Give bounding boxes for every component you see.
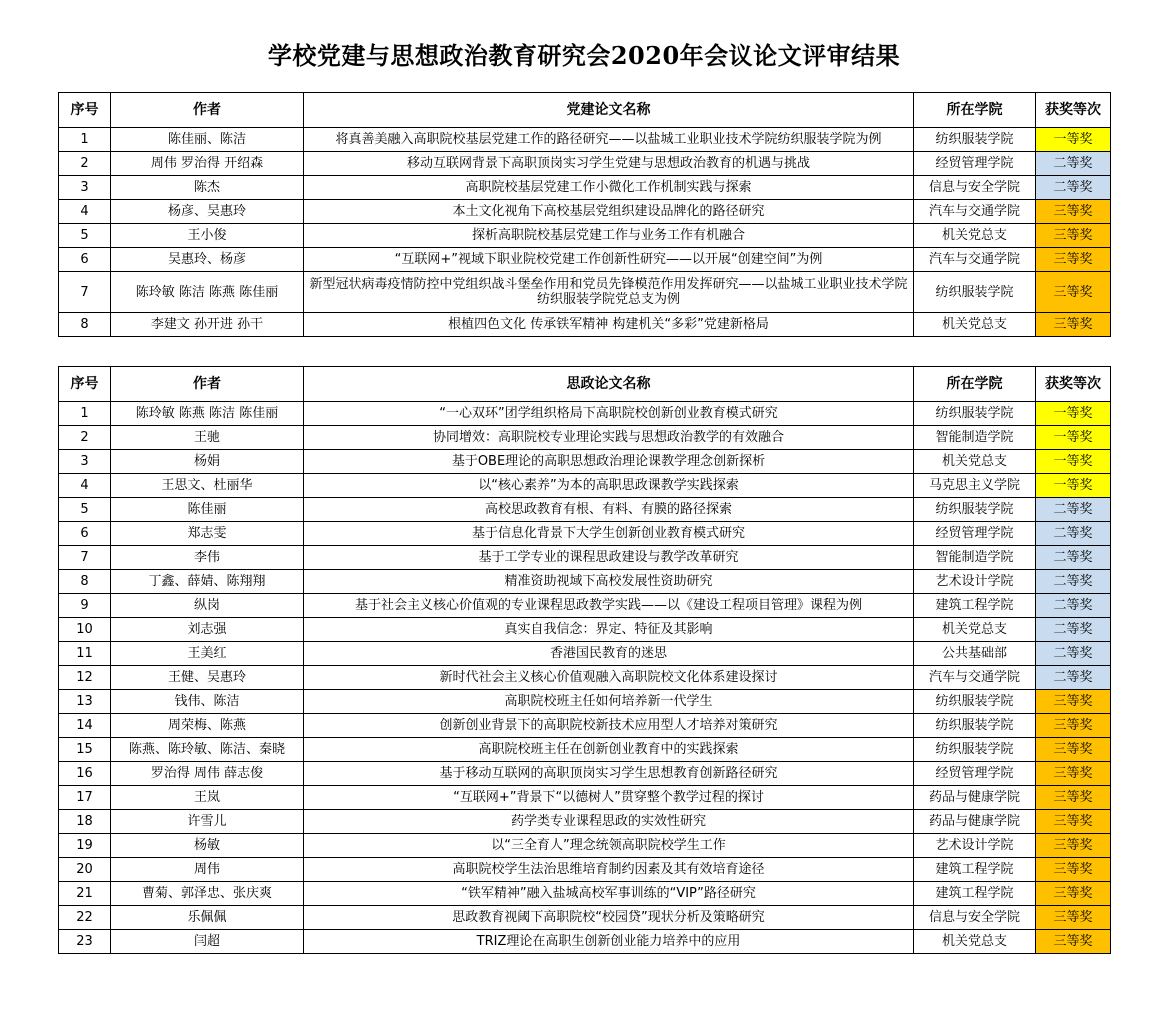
cell-index: 9	[59, 594, 111, 618]
cell-paper-title: 高职院校班主任如何培养新一代学生	[304, 690, 914, 714]
cell-award: 二等奖	[1036, 666, 1111, 690]
cell-college: 经贸管理学院	[914, 522, 1036, 546]
cell-paper-title: 高校思政教育有根、有料、有膜的路径探索	[304, 498, 914, 522]
table-row	[59, 882, 1111, 906]
cell-index: 19	[59, 834, 111, 858]
cell-college: 经贸管理学院	[914, 152, 1036, 176]
table-row	[59, 786, 1111, 810]
cell-award: 三等奖	[1036, 906, 1111, 930]
cell-award: 三等奖	[1036, 224, 1111, 248]
cell-author: 周荣梅、陈燕	[111, 714, 304, 738]
cell-award: 二等奖	[1036, 176, 1111, 200]
table-row	[59, 313, 1111, 337]
page-title: 学校党建与思想政治教育研究会2020年会议论文评审结果	[267, 41, 901, 70]
cell-author: 罗治得 周伟 薛志俊	[111, 762, 304, 786]
cell-college: 药品与健康学院	[914, 810, 1036, 834]
cell-index: 4	[59, 474, 111, 498]
cell-index: 17	[59, 786, 111, 810]
cell-award: 二等奖	[1036, 546, 1111, 570]
cell-award: 三等奖	[1036, 762, 1111, 786]
cell-index: 22	[59, 906, 111, 930]
cell-paper-title: 协同增效：高职院校专业理论实践与思想政治教学的有效融合	[304, 426, 914, 450]
cell-college: 纺织服装学院	[914, 498, 1036, 522]
cell-index: 8	[59, 313, 111, 337]
table-row	[59, 834, 1111, 858]
table-row	[59, 690, 1111, 714]
header-college: 所在学院	[914, 93, 1036, 128]
cell-author: 吴惠玲、杨彦	[111, 248, 304, 272]
table-row	[59, 762, 1111, 786]
cell-index: 2	[59, 426, 111, 450]
cell-author: 王驰	[111, 426, 304, 450]
cell-college: 公共基础部	[914, 642, 1036, 666]
cell-author: 闫超	[111, 930, 304, 954]
cell-paper-title: 探析高职院校基层党建工作与业务工作有机融合	[304, 224, 914, 248]
cell-college: 艺术设计学院	[914, 570, 1036, 594]
cell-paper-title: 基于OBE理论的高职思想政治理论课教学理念创新探析	[304, 450, 914, 474]
cell-award: 二等奖	[1036, 570, 1111, 594]
cell-paper-title: 真实自我信念：界定、特征及其影响	[304, 618, 914, 642]
cell-paper-title: 新时代社会主义核心价值观融入高职院校文化体系建设探讨	[304, 666, 914, 690]
cell-paper-title: 思政教育视阈下高职院校“校园贷”现状分析及策略研究	[304, 906, 914, 930]
table-row	[59, 546, 1111, 570]
cell-award: 三等奖	[1036, 834, 1111, 858]
header-college: 所在学院	[914, 367, 1036, 402]
cell-paper-title: 将真善美融入高职院校基层党建工作的路径研究——以盐城工业职业技术学院纺织服装学院为例	[304, 128, 914, 152]
cell-author: 纵岗	[111, 594, 304, 618]
table-row	[59, 642, 1111, 666]
table-row	[59, 176, 1111, 200]
cell-index: 21	[59, 882, 111, 906]
cell-index: 18	[59, 810, 111, 834]
cell-award: 二等奖	[1036, 152, 1111, 176]
cell-index: 5	[59, 224, 111, 248]
cell-index: 2	[59, 152, 111, 176]
header-paper-title: 思政论文名称	[304, 367, 914, 402]
header-index: 序号	[59, 367, 111, 402]
cell-author: 李建文 孙开进 孙干	[111, 313, 304, 337]
cell-author: 王岚	[111, 786, 304, 810]
cell-index: 15	[59, 738, 111, 762]
cell-college: 汽车与交通学院	[914, 200, 1036, 224]
table-row	[59, 224, 1111, 248]
cell-paper-title: “互联网+”背景下“以德树人”贯穿整个教学过程的探讨	[304, 786, 914, 810]
cell-paper-title: “铁军精神”融入盐城高校军事训练的“VIP”路径研究	[304, 882, 914, 906]
cell-author: 陈玲敏 陈洁 陈燕 陈佳丽	[111, 272, 304, 313]
cell-college: 建筑工程学院	[914, 594, 1036, 618]
cell-college: 机关党总支	[914, 930, 1036, 954]
table-row	[59, 522, 1111, 546]
cell-index: 16	[59, 762, 111, 786]
table-row	[59, 450, 1111, 474]
table-header-row	[59, 367, 1111, 402]
cell-paper-title: 精准资助视域下高校发展性资助研究	[304, 570, 914, 594]
cell-index: 13	[59, 690, 111, 714]
cell-index: 1	[59, 128, 111, 152]
cell-paper-title: 本土文化视角下高校基层党组织建设品牌化的路径研究	[304, 200, 914, 224]
table-row	[59, 858, 1111, 882]
table-row	[59, 618, 1111, 642]
table-row	[59, 666, 1111, 690]
cell-college: 机关党总支	[914, 224, 1036, 248]
cell-paper-title: 移动互联网背景下高职顶岗实习学生党建与思想政治教育的机遇与挑战	[304, 152, 914, 176]
cell-author: 刘志强	[111, 618, 304, 642]
cell-award: 三等奖	[1036, 858, 1111, 882]
table-row	[59, 594, 1111, 618]
table-row	[59, 570, 1111, 594]
cell-index: 3	[59, 176, 111, 200]
header-author: 作者	[111, 93, 304, 128]
table-row	[59, 272, 1111, 313]
cell-award: 二等奖	[1036, 618, 1111, 642]
cell-college: 智能制造学院	[914, 426, 1036, 450]
cell-award: 一等奖	[1036, 426, 1111, 450]
cell-college: 马克思主义学院	[914, 474, 1036, 498]
cell-index: 20	[59, 858, 111, 882]
cell-author: 丁鑫、薛婧、陈翔翔	[111, 570, 304, 594]
cell-paper-title: 香港国民教育的迷思	[304, 642, 914, 666]
cell-paper-title: “互联网+”视域下职业院校党建工作创新性研究——以开展“创建空间”为例	[304, 248, 914, 272]
cell-index: 14	[59, 714, 111, 738]
cell-author: 周伟 罗治得 开绍森	[111, 152, 304, 176]
cell-award: 三等奖	[1036, 200, 1111, 224]
cell-paper-title: 基于工学专业的课程思政建设与教学改革研究	[304, 546, 914, 570]
cell-index: 6	[59, 522, 111, 546]
cell-author: 陈佳丽	[111, 498, 304, 522]
cell-award: 二等奖	[1036, 522, 1111, 546]
cell-author: 王思文、杜丽华	[111, 474, 304, 498]
cell-paper-title: “一心双环”团学组织格局下高职院校创新创业教育模式研究	[304, 402, 914, 426]
table-row	[59, 714, 1111, 738]
header-award: 获奖等次	[1036, 367, 1111, 402]
cell-author: 王健、吴惠玲	[111, 666, 304, 690]
cell-paper-title: 高职院校班主任在创新创业教育中的实践探索	[304, 738, 914, 762]
cell-award: 三等奖	[1036, 248, 1111, 272]
cell-college: 纺织服装学院	[914, 690, 1036, 714]
cell-college: 机关党总支	[914, 618, 1036, 642]
cell-award: 二等奖	[1036, 594, 1111, 618]
cell-award: 一等奖	[1036, 474, 1111, 498]
table-row	[59, 152, 1111, 176]
cell-author: 陈燕、陈玲敏、陈洁、秦晓	[111, 738, 304, 762]
cell-award: 三等奖	[1036, 930, 1111, 954]
cell-paper-title: 基于社会主义核心价值观的专业课程思政教学实践——以《建设工程项目管理》课程为例	[304, 594, 914, 618]
cell-index: 8	[59, 570, 111, 594]
cell-paper-title: 基于移动互联网的高职顶岗实习学生思想教育创新路径研究	[304, 762, 914, 786]
cell-paper-title: TRIZ理论在高职生创新创业能力培养中的应用	[304, 930, 914, 954]
header-award: 获奖等次	[1036, 93, 1111, 128]
cell-paper-title: 创新创业背景下的高职院校新技术应用型人才培养对策研究	[304, 714, 914, 738]
cell-author: 乐佩佩	[111, 906, 304, 930]
cell-author: 钱伟、陈洁	[111, 690, 304, 714]
table-row	[59, 738, 1111, 762]
cell-award: 一等奖	[1036, 128, 1111, 152]
cell-index: 10	[59, 618, 111, 642]
cell-author: 杨敏	[111, 834, 304, 858]
cell-paper-title: 高职院校基层党建工作小微化工作机制实践与探索	[304, 176, 914, 200]
table-row	[59, 426, 1111, 450]
cell-author: 郑志雯	[111, 522, 304, 546]
cell-author: 杨彦、吴惠玲	[111, 200, 304, 224]
cell-college: 建筑工程学院	[914, 858, 1036, 882]
cell-college: 汽车与交通学院	[914, 666, 1036, 690]
table-row	[59, 498, 1111, 522]
cell-award: 三等奖	[1036, 738, 1111, 762]
cell-college: 信息与安全学院	[914, 906, 1036, 930]
ideological-education-papers-table	[58, 366, 1111, 954]
cell-paper-title: 基于信息化背景下大学生创新创业教育模式研究	[304, 522, 914, 546]
cell-college: 机关党总支	[914, 313, 1036, 337]
cell-index: 5	[59, 498, 111, 522]
cell-index: 4	[59, 200, 111, 224]
cell-author: 杨娟	[111, 450, 304, 474]
cell-paper-title: 根植四色文化 传承铁军精神 构建机关“多彩”党建新格局	[304, 313, 914, 337]
party-building-papers-table	[58, 92, 1111, 337]
cell-college: 纺织服装学院	[914, 402, 1036, 426]
cell-college: 艺术设计学院	[914, 834, 1036, 858]
cell-award: 三等奖	[1036, 690, 1111, 714]
cell-award: 三等奖	[1036, 272, 1111, 313]
header-paper-title: 党建论文名称	[304, 93, 914, 128]
cell-award: 三等奖	[1036, 313, 1111, 337]
cell-index: 6	[59, 248, 111, 272]
cell-author: 曹菊、郭泽忠、张庆爽	[111, 882, 304, 906]
cell-college: 建筑工程学院	[914, 882, 1036, 906]
cell-paper-title: 以“核心素养”为本的高职思政课教学实践探索	[304, 474, 914, 498]
cell-index: 7	[59, 546, 111, 570]
cell-author: 陈玲敏 陈燕 陈洁 陈佳丽	[111, 402, 304, 426]
cell-index: 1	[59, 402, 111, 426]
table-header-row	[59, 93, 1111, 128]
cell-award: 三等奖	[1036, 786, 1111, 810]
cell-award: 三等奖	[1036, 714, 1111, 738]
cell-award: 一等奖	[1036, 402, 1111, 426]
cell-college: 纺织服装学院	[914, 128, 1036, 152]
cell-author: 李伟	[111, 546, 304, 570]
cell-paper-title: 以“三全育人”理念统领高职院校学生工作	[304, 834, 914, 858]
table-row	[59, 200, 1111, 224]
cell-paper-title: 药学类专业课程思政的实效性研究	[304, 810, 914, 834]
header-author: 作者	[111, 367, 304, 402]
cell-award: 一等奖	[1036, 450, 1111, 474]
cell-college: 纺织服装学院	[914, 272, 1036, 313]
table-row	[59, 930, 1111, 954]
cell-college: 智能制造学院	[914, 546, 1036, 570]
table-row	[59, 128, 1111, 152]
cell-author: 周伟	[111, 858, 304, 882]
table-row	[59, 906, 1111, 930]
cell-index: 12	[59, 666, 111, 690]
cell-index: 3	[59, 450, 111, 474]
cell-author: 陈佳丽、陈洁	[111, 128, 304, 152]
cell-award: 三等奖	[1036, 882, 1111, 906]
cell-author: 王美红	[111, 642, 304, 666]
cell-index: 7	[59, 272, 111, 313]
cell-index: 23	[59, 930, 111, 954]
table-row	[59, 402, 1111, 426]
cell-index: 11	[59, 642, 111, 666]
cell-award: 二等奖	[1036, 498, 1111, 522]
table-row	[59, 810, 1111, 834]
cell-paper-title: 高职院校学生法治思维培育制约因素及其有效培育途径	[304, 858, 914, 882]
table-row	[59, 248, 1111, 272]
cell-author: 许雪儿	[111, 810, 304, 834]
table-row	[59, 474, 1111, 498]
cell-award: 二等奖	[1036, 642, 1111, 666]
header-index: 序号	[59, 93, 111, 128]
cell-college: 汽车与交通学院	[914, 248, 1036, 272]
cell-author: 王小俊	[111, 224, 304, 248]
cell-award: 三等奖	[1036, 810, 1111, 834]
cell-college: 经贸管理学院	[914, 762, 1036, 786]
cell-college: 机关党总支	[914, 450, 1036, 474]
cell-college: 纺织服装学院	[914, 738, 1036, 762]
cell-paper-title: 新型冠状病毒疫情防控中党组织战斗堡垒作用和党员先锋模范作用发挥研究——以盐城工业职业技术学院纺织服装学院党总支为例	[304, 272, 914, 313]
cell-college: 信息与安全学院	[914, 176, 1036, 200]
cell-college: 药品与健康学院	[914, 786, 1036, 810]
cell-college: 纺织服装学院	[914, 714, 1036, 738]
cell-author: 陈杰	[111, 176, 304, 200]
